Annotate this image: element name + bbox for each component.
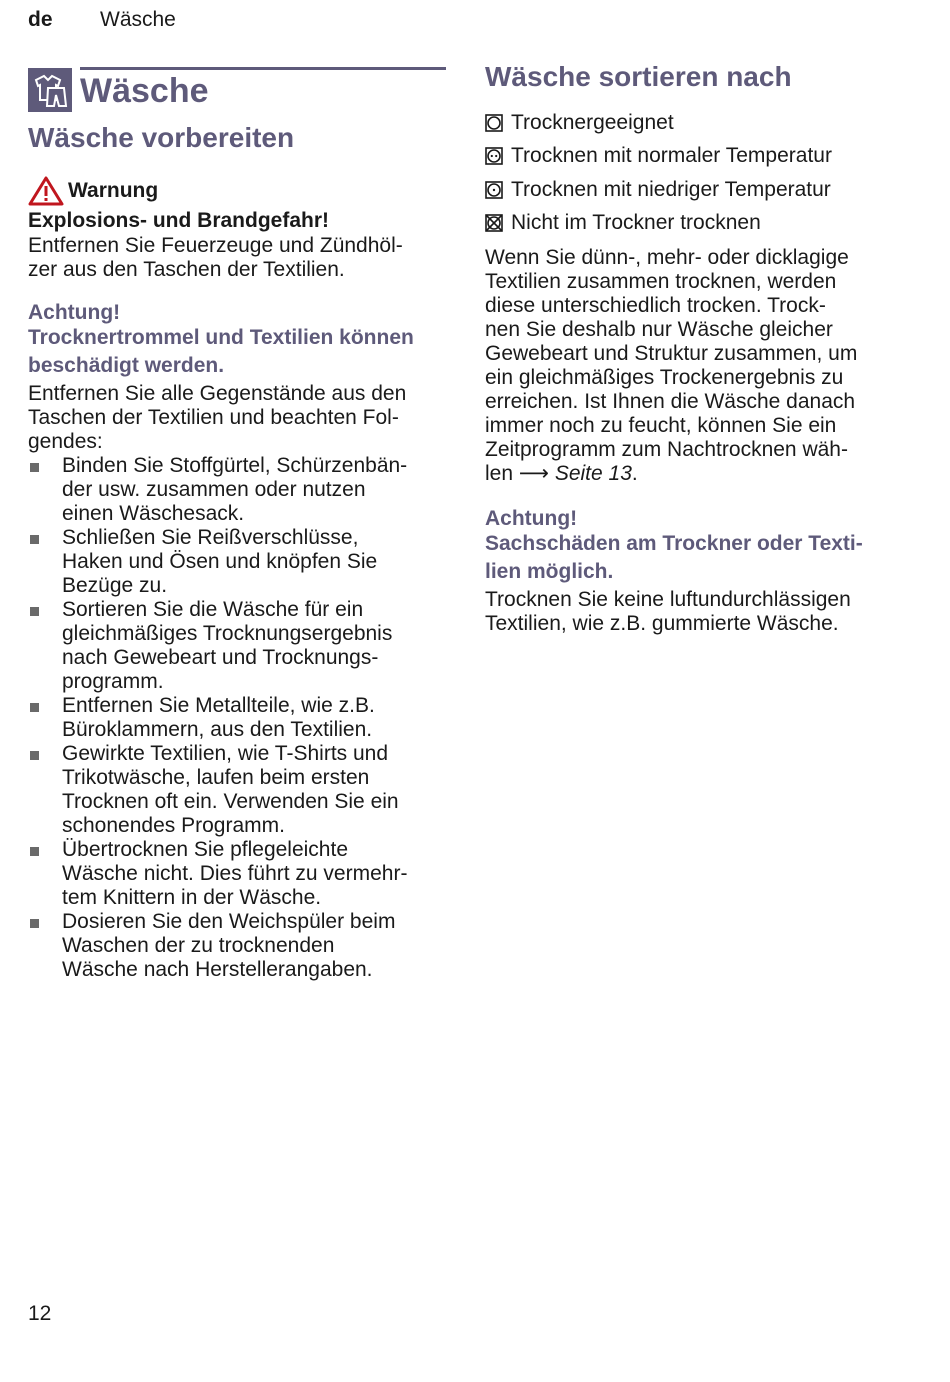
- list-item-line: Trocknen oft ein. Verwenden Sie ein: [62, 790, 399, 813]
- section-heading-prepare: Wäsche vorbereiten: [28, 122, 295, 153]
- no-tumble-dry-icon: [485, 214, 503, 232]
- chapter-heading: [28, 60, 446, 118]
- list-item-line: Sortieren Sie die Wäsche für ein: [62, 598, 364, 621]
- paragraph-line: Gewebeart und Struktur zusammen, um: [485, 342, 858, 365]
- warning-text-line: zer aus den Taschen der Textilien.: [28, 258, 345, 281]
- paragraph-line: Textilien zusammen trocknen, werden: [485, 270, 837, 293]
- list-item: [28, 838, 446, 910]
- paragraph-line: Zeitprogramm zum Nachtrocknen wäh-: [485, 438, 848, 461]
- caution-text-line: Trocknen Sie keine luftundurchlässigen: [485, 588, 851, 611]
- bullet-square-icon: [30, 751, 39, 760]
- caution-title-line: Trocknertrommel und Textilien können: [28, 326, 414, 349]
- list-item-line: nach Gewebeart und Trocknungs-: [62, 646, 379, 669]
- list-item: [28, 454, 446, 526]
- paragraph-line: erreichen. Ist Ihnen die Wäsche danach: [485, 390, 856, 413]
- list-item: [28, 526, 446, 598]
- laundry-icon: [28, 68, 72, 112]
- arrow-icon: ⟶: [518, 462, 549, 485]
- list-item-line: Wäsche nach Herstellerangaben.: [62, 958, 373, 981]
- caution-text-line: Textilien, wie z.B. gummierte Wäsche.: [485, 612, 839, 635]
- list-item-line: programm.: [62, 670, 164, 693]
- right-column: [485, 60, 905, 636]
- list-item-line: Haken und Ösen und knöpfen Sie: [62, 550, 378, 573]
- warning-title: Explosions- und Brandgefahr!: [28, 209, 330, 232]
- list-item-line: tem Knittern in der Wäsche.: [62, 886, 322, 909]
- chapter-title: Wäsche: [80, 72, 209, 110]
- care-symbol-row: [485, 173, 905, 207]
- paragraph-line: immer noch zu feucht, können Sie ein: [485, 414, 837, 437]
- list-item-line: Trikotwäsche, laufen beim ersten: [62, 766, 370, 789]
- page-reference-link[interactable]: Seite 13: [554, 462, 632, 485]
- bullet-square-icon: [30, 607, 39, 616]
- sorting-paragraph: [485, 246, 905, 486]
- paragraph-line: diese unterschiedlich trocken. Trock-: [485, 294, 826, 317]
- paragraph-line-suffix: .: [631, 462, 638, 485]
- care-symbol-label: Trocknen mit normaler Temperatur: [511, 144, 832, 168]
- list-item-line: gleichmäßiges Trocknungsergebnis: [62, 622, 393, 645]
- list-item-line: Büroklammern, aus den Textilien.: [62, 718, 373, 741]
- paragraph-line: ein gleichmäßiges Trockenergebnis zu: [485, 366, 844, 389]
- header-section-title: Wäsche: [100, 8, 176, 31]
- list-item-line: Gewirkte Textilien, wie T-Shirts und: [62, 742, 389, 765]
- paragraph-line-prefix: len: [485, 462, 514, 485]
- intro-line: Entfernen Sie alle Gegenstände aus den: [28, 382, 407, 405]
- list-item-line: Bezüge zu.: [62, 574, 168, 597]
- caution-title-line: beschädigt werden.: [28, 354, 225, 377]
- list-item-line: Binden Sie Stoffgürtel, Schürzenbän-: [62, 454, 408, 477]
- paragraph-line: nen Sie deshalb nur Wäsche gleicher: [485, 318, 833, 341]
- section-heading-sort: Wäsche sortieren nach: [485, 61, 792, 92]
- caution-label: Achtung!: [28, 301, 121, 324]
- caution-title-line: Sachschäden am Trockner oder Texti-: [485, 532, 863, 555]
- paragraph-last-line: [485, 462, 905, 486]
- care-symbol-row: [485, 207, 905, 241]
- bullet-square-icon: [30, 463, 39, 472]
- tumble-dry-normal-icon: [485, 147, 503, 165]
- list-item-line: schonendes Programm.: [62, 814, 285, 837]
- paragraph-line: Wenn Sie dünn-, mehr- oder dicklagige: [485, 246, 849, 269]
- list-item-line: Entfernen Sie Metallteile, wie z.B.: [62, 694, 375, 717]
- warning-triangle-icon: [28, 176, 64, 206]
- care-symbol-row: [485, 140, 905, 174]
- list-item: [28, 598, 446, 694]
- chapter-rule: [80, 67, 446, 70]
- list-item-line: Schließen Sie Reißverschlüsse,: [62, 526, 359, 549]
- care-symbol-row: [485, 106, 905, 140]
- warning-label: Warnung: [68, 179, 159, 202]
- left-column: [28, 60, 446, 982]
- list-item: [28, 694, 446, 742]
- list-item-line: Dosieren Sie den Weichspüler beim: [62, 910, 396, 933]
- list-item-line: der usw. zusammen oder nutzen: [62, 478, 366, 501]
- list-item-line: Waschen der zu trocknenden: [62, 934, 335, 957]
- intro-line: Taschen der Textilien und beachten Fol-: [28, 406, 399, 429]
- list-item: [28, 742, 446, 838]
- language-code: de: [28, 8, 53, 31]
- list-item-line: Übertrocknen Sie pflegeleichte: [62, 838, 349, 861]
- preparation-list: [28, 454, 446, 982]
- page-number: 12: [28, 1302, 52, 1325]
- tumble-dry-icon: [485, 114, 503, 132]
- list-item-line: einen Wäschesack.: [62, 502, 245, 525]
- bullet-square-icon: [30, 535, 39, 544]
- bullet-square-icon: [30, 919, 39, 928]
- list-item-line: Wäsche nicht. Dies führt zu vermehr-: [62, 862, 408, 885]
- warning-text-line: Entfernen Sie Feuerzeuge und Zündhöl-: [28, 234, 403, 257]
- care-symbol-label: Nicht im Trockner trocknen: [511, 211, 761, 235]
- caution-title-line: lien möglich.: [485, 560, 614, 583]
- list-item: [28, 910, 446, 982]
- caution-label: Achtung!: [485, 507, 578, 530]
- tumble-dry-low-icon: [485, 181, 503, 199]
- bullet-square-icon: [30, 703, 39, 712]
- care-symbol-label: Trocknen mit niedriger Temperatur: [511, 177, 831, 201]
- warning-heading: [28, 176, 446, 206]
- bullet-square-icon: [30, 847, 39, 856]
- intro-line: gendes:: [28, 430, 103, 453]
- care-symbol-label: Trocknergeeignet: [511, 110, 674, 134]
